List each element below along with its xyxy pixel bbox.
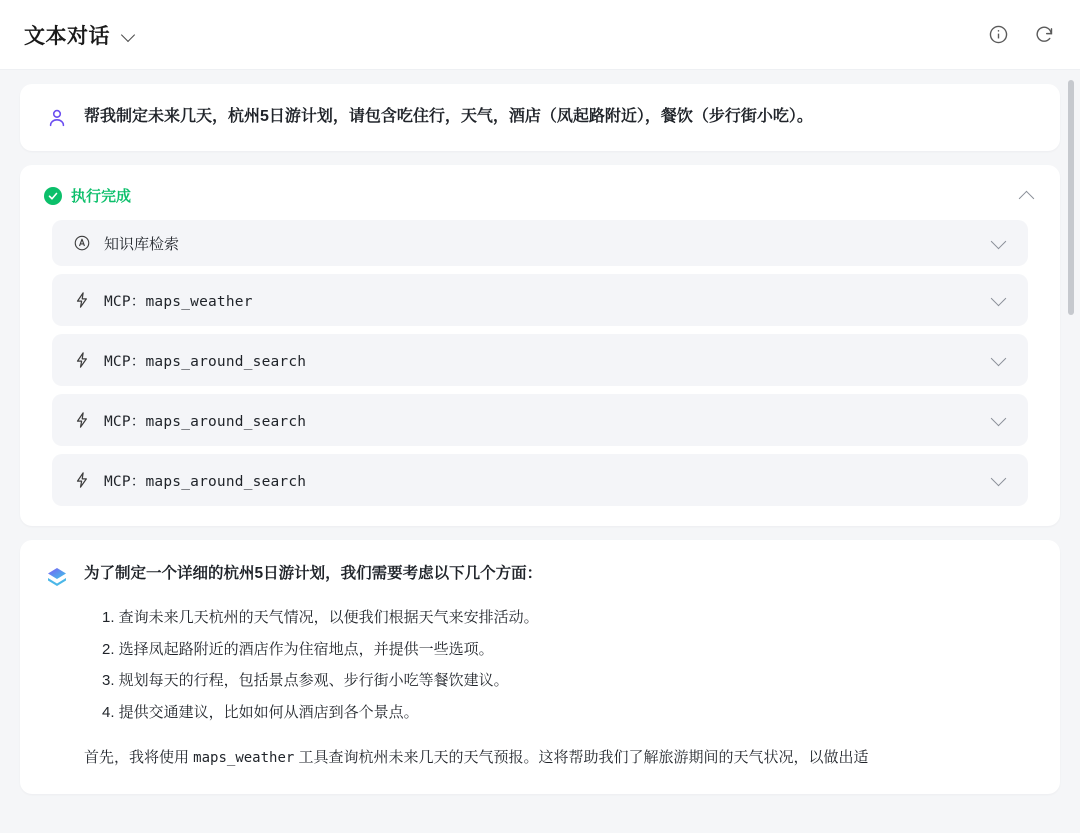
assistant-step-list [84,602,1036,728]
user-message-text: 帮我制定未来几天，杭州5日游计划，请包含吃住行，天气，酒店（凤起路附近），餐饮（步行街小吃）。 [84,108,813,125]
chevron-down-icon[interactable] [122,27,138,43]
chevron-up-icon[interactable] [1018,187,1036,205]
list-item: 3. 规划每天的行程，包括景点参观、步行街小吃等餐饮建议。 [102,672,509,690]
app-header [0,0,1080,70]
tool-label: MCP：maps_around_search [104,473,307,490]
list-item: 1. 查询未来几天杭州的天气情况，以便我们根据天气来安排活动。 [102,609,539,627]
vertical-scrollbar[interactable] [1068,80,1074,315]
refresh-icon[interactable] [1032,23,1056,47]
chevron-down-icon[interactable] [990,291,1008,309]
user-message [20,84,1060,151]
tool-row[interactable] [52,220,1028,266]
tool-row[interactable] [52,454,1028,506]
assistant-lead-text: 为了制定一个详细的杭州5日游计划，我们需要考虑以下几个方面： [84,565,543,582]
chevron-down-icon[interactable] [990,351,1008,369]
execution-header[interactable] [20,165,1060,216]
chevron-down-icon[interactable] [990,411,1008,429]
knowledge-base-icon [72,233,92,253]
assistant-tail-paragraph [84,746,1036,770]
tool-label: 知识库检索 [104,235,180,253]
assistant-tail-after: 工具查询杭州未来几天的天气预报。这将帮助我们了解旅游期间的天气状况，以做出适 [294,749,869,767]
list-item: 2. 选择凤起路附近的酒店作为住宿地点，并提供一些选项。 [102,640,494,658]
list-item: 4. 提供交通建议，比如如何从酒店到各个景点。 [102,703,419,721]
inline-code-tool-name: maps_weather [193,750,295,767]
lightning-icon [72,470,92,490]
conversation-scroll-area[interactable] [0,70,1080,833]
assistant-message-card [20,540,1060,794]
chevron-down-icon[interactable] [990,471,1008,489]
chevron-down-icon[interactable] [990,234,1008,252]
user-message-card [20,84,1060,151]
tool-row[interactable] [52,394,1028,446]
assistant-tail-before: 首先，我将使用 [84,749,194,767]
user-avatar-icon [44,105,70,131]
tool-row[interactable] [52,334,1028,386]
lightning-icon [72,350,92,370]
assistant-message [20,540,1060,794]
success-check-icon [44,187,62,205]
tool-row[interactable] [52,274,1028,326]
tool-label: MCP：maps_around_search [104,413,307,430]
tool-label: MCP：maps_around_search [104,353,307,370]
assistant-body [84,562,1036,770]
execution-card [20,165,1060,526]
lightning-icon [72,410,92,430]
header-actions [986,23,1056,47]
page-title: 文本对话 [24,24,110,48]
tool-label: MCP：maps_weather [104,293,253,310]
assistant-logo-icon [44,564,70,590]
lightning-icon [72,290,92,310]
info-icon[interactable] [986,23,1010,47]
execution-status-label: 执行完成 [71,188,132,205]
